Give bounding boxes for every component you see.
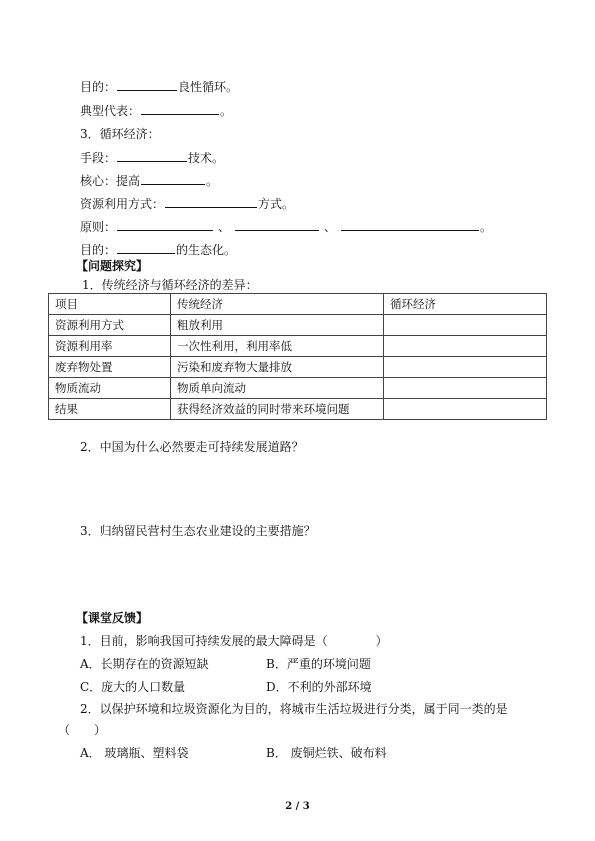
means-label: 手段： bbox=[80, 151, 117, 165]
typical-line bbox=[80, 102, 232, 119]
answer-blank[interactable] bbox=[141, 172, 205, 185]
answer-blank[interactable] bbox=[341, 218, 479, 231]
purpose-tail: 良性循环。 bbox=[178, 80, 239, 94]
table-cell: 资源利用率 bbox=[49, 336, 171, 357]
comparison-table bbox=[48, 293, 547, 420]
purpose-label: 目的： bbox=[80, 80, 117, 94]
core-tail: 。 bbox=[206, 174, 219, 188]
table-cell: 一次性利用，利用率低 bbox=[171, 336, 384, 357]
principle-line bbox=[80, 218, 492, 235]
answer-paren[interactable]: （ ） bbox=[58, 723, 107, 737]
table-cell: 资源利用方式 bbox=[49, 315, 171, 336]
table-header-row bbox=[49, 294, 547, 315]
table-cell: 结果 bbox=[49, 399, 171, 420]
means-tail: 技术。 bbox=[188, 151, 225, 165]
table-cell: 物质流动 bbox=[49, 378, 171, 399]
table-answer-cell[interactable] bbox=[384, 315, 547, 336]
table-cell: 粗放利用 bbox=[171, 315, 384, 336]
table-row bbox=[49, 336, 547, 357]
option-a[interactable]: A． 玻璃瓶、塑料袋 bbox=[80, 746, 189, 760]
option-b[interactable]: B． 废铜烂铁、破布料 bbox=[266, 746, 387, 760]
purpose-line-2 bbox=[80, 241, 236, 258]
resource-tail: 方式。 bbox=[258, 197, 295, 211]
answer-blank[interactable] bbox=[165, 195, 257, 208]
separator: 、 bbox=[218, 220, 231, 234]
option-b[interactable]: B．严重的环境问题 bbox=[266, 657, 371, 671]
separator: 、 bbox=[324, 220, 337, 234]
inquiry-question-3: 3．归纳留民营村生态农业建设的主要措施？ bbox=[80, 524, 316, 538]
table-row bbox=[49, 315, 547, 336]
table-answer-cell[interactable] bbox=[384, 357, 547, 378]
answer-blank[interactable] bbox=[117, 218, 213, 231]
option-c[interactable]: C．庞大的人口数量 bbox=[80, 680, 186, 694]
table-cell: 废弃物处置 bbox=[49, 357, 171, 378]
table-row bbox=[49, 378, 547, 399]
principle-label: 原则： bbox=[80, 220, 117, 234]
table-header-cell: 项目 bbox=[49, 294, 171, 315]
feedback-question-2: 2．以保护环境和垃圾资源化为目的，将城市生活垃圾进行分类，属于同一类的是 bbox=[80, 702, 508, 716]
table-cell: 污染和废弃物大量排放 bbox=[171, 357, 384, 378]
inquiry-heading: 【问题探究】 bbox=[76, 259, 149, 273]
table-row bbox=[49, 357, 547, 378]
feedback-question-1: 1．目前，影响我国可持续发展的最大障碍是（ ） bbox=[80, 634, 388, 648]
purpose-label: 目的： bbox=[80, 243, 117, 257]
answer-blank[interactable] bbox=[117, 78, 177, 91]
section-3-title bbox=[80, 126, 160, 142]
option-d[interactable]: D．不利的外部环境 bbox=[266, 680, 372, 694]
table-cell: 物质单向流动 bbox=[171, 378, 384, 399]
table-answer-cell[interactable] bbox=[384, 378, 547, 399]
table-row bbox=[49, 399, 547, 420]
inquiry-question-1: 1．传统经济与循环经济的差异： bbox=[82, 278, 258, 292]
answer-blank[interactable] bbox=[235, 218, 319, 231]
section-3-text: 3．循环经济： bbox=[80, 127, 160, 141]
purpose-line-1 bbox=[80, 78, 238, 95]
core-label: 核心：提高 bbox=[80, 174, 141, 188]
answer-blank[interactable] bbox=[141, 102, 219, 115]
table-header-cell: 传统经济 bbox=[171, 294, 384, 315]
option-a[interactable]: A．长期存在的资源短缺 bbox=[80, 657, 209, 671]
table-answer-cell[interactable] bbox=[384, 399, 547, 420]
table-answer-cell[interactable] bbox=[384, 336, 547, 357]
means-line bbox=[80, 149, 224, 166]
principle-tail: 。 bbox=[480, 220, 493, 234]
resource-line bbox=[80, 195, 294, 212]
core-line bbox=[80, 172, 218, 189]
typical-tail: 。 bbox=[220, 104, 233, 118]
answer-blank[interactable] bbox=[117, 241, 175, 254]
feedback-heading: 【课堂反馈】 bbox=[76, 611, 149, 625]
table-cell: 获得经济效益的同时带来环境问题 bbox=[171, 399, 384, 420]
table-header-cell: 循环经济 bbox=[384, 294, 547, 315]
resource-label: 资源利用方式： bbox=[80, 197, 165, 211]
inquiry-question-2: 2．中国为什么必然要走可持续发展道路？ bbox=[80, 440, 304, 454]
purpose-tail: 的生态化。 bbox=[176, 243, 237, 257]
answer-blank[interactable] bbox=[117, 149, 187, 162]
page-number: 2 / 3 bbox=[285, 801, 310, 812]
typical-label: 典型代表： bbox=[80, 104, 141, 118]
